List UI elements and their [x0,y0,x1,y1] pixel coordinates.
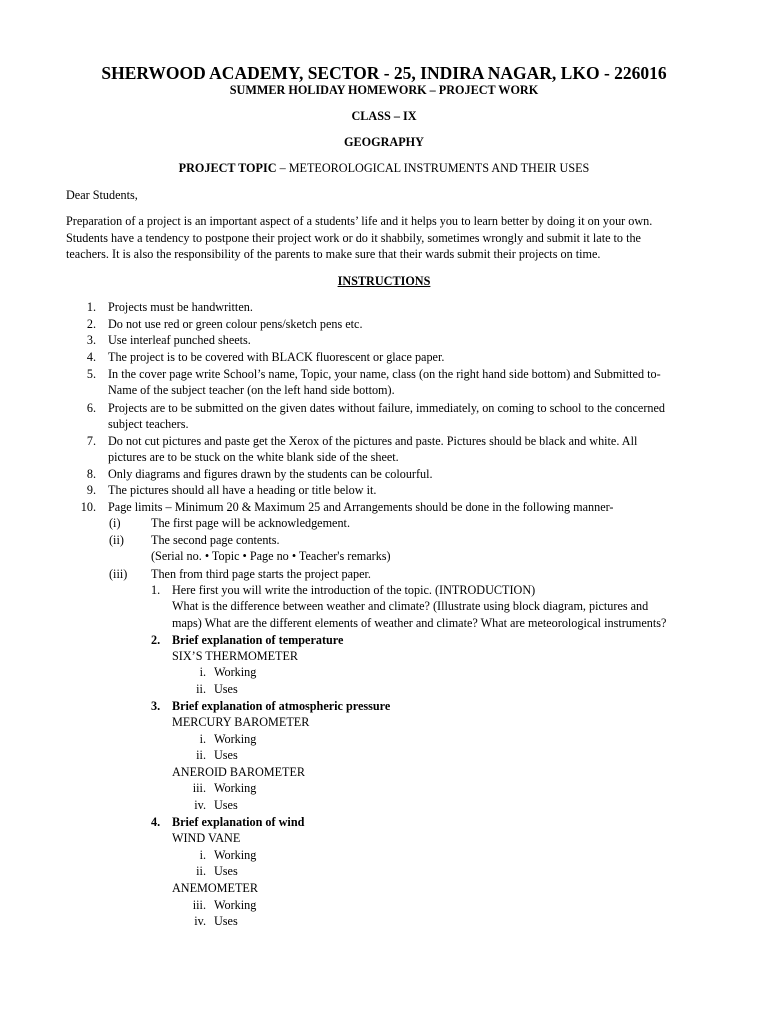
homework-subtitle: SUMMER HOLIDAY HOMEWORK – PROJECT WORK [229,83,539,97]
list-item-cont: Name of the subject teacher (on the left hand side bottom). [108,383,395,397]
instrument-name: WIND VANE [172,831,241,845]
sub-number: iv. [194,798,206,812]
school-title: SHERWOOD ACADEMY, SECTOR - 25, INDIRA NAGAR, LKO - 226016 [101,63,667,83]
sub-item: Working [214,665,257,679]
sub-number: i. [199,848,206,862]
list-item: Do not cut pictures and paste get the Xerox of the pictures and paste. Pictures should be black and white. All [108,434,638,448]
sub-item: Working [214,898,257,912]
project-topic [0,160,768,176]
list-item: Use interleaf punched sheets. [108,333,251,347]
sub-number: i. [199,665,206,679]
instrument-name: ANEROID BAROMETER [172,765,306,779]
sub-item: Uses [214,864,238,878]
sub-number: iii. [192,781,206,795]
list-item: Page limits – Minimum 20 & Maximum 25 and Arrangements should be done in the following manner- [108,500,614,514]
roman-item: The second page contents. [151,533,280,547]
roman-item: The first page will be acknowledgement. [151,516,350,530]
sub-number: iii. [192,898,206,912]
list-item: Projects must be handwritten. [108,300,253,314]
section-number: 4. [151,815,161,829]
intro-line: Students have a tendency to postpone their project work or do it shabbily, sometimes wrongly and submit it late to the [66,231,641,245]
instrument-name: ANEMOMETER [172,881,258,895]
section-heading: Brief explanation of temperature [172,633,344,647]
list-number: 10. [80,500,96,514]
list-item: Projects are to be submitted on the given dates without failure, immediately, on coming to school to the concerned [108,401,665,415]
sub-number: ii. [196,748,206,762]
sub-number: i. [199,732,206,746]
roman-number: (i) [109,516,121,530]
list-number: 3. [86,333,96,347]
sub-item: Uses [214,798,238,812]
contents-columns: (Serial no. • Topic • Page no • Teacher's remarks) [151,549,391,563]
list-number: 4. [86,350,96,364]
list-item: The project is to be covered with BLACK fluorescent or glace paper. [108,350,445,364]
sub-item: Working [214,732,257,746]
roman-item: Then from third page starts the project paper. [151,567,371,581]
sub-number: ii. [196,682,206,696]
list-item: Do not use red or green colour pens/sketch pens etc. [108,317,363,331]
sub-number: iv. [194,914,206,928]
sub-number: ii. [196,864,206,878]
sub-item: Uses [214,748,238,762]
section-intro-cont: What is the difference between weather and climate? (Illustrate using block diagram, pictures and [172,599,649,613]
list-number: 7. [86,434,96,448]
instructions-heading: INSTRUCTIONS [337,274,431,288]
roman-number: (ii) [109,533,124,547]
section-number: 1. [151,583,161,597]
subject-label: GEOGRAPHY [344,135,424,149]
list-item: Only diagrams and figures drawn by the students can be colourful. [108,467,433,481]
list-number: 1. [86,300,96,314]
section-heading: Brief explanation of wind [172,815,305,829]
topic-text: – METEOROLOGICAL INSTRUMENTS AND THEIR USES [276,161,590,175]
list-item-cont: pictures are to be stuck on the white blank side of the sheet. [108,450,399,464]
instrument-name: SIX’S THERMOMETER [172,649,299,663]
section-intro: Here first you will write the introduction of the topic. (INTRODUCTION) [172,583,536,597]
list-number: 6. [86,401,96,415]
sub-item: Uses [214,682,238,696]
list-number: 8. [86,467,96,481]
list-number: 5. [86,367,96,381]
instrument-name: MERCURY BAROMETER [172,715,310,729]
section-number: 2. [151,633,161,647]
sub-item: Uses [214,914,238,928]
sub-item: Working [214,781,257,795]
list-item: The pictures should all have a heading or title below it. [108,483,377,497]
intro-line: Preparation of a project is an important aspect of a students’ life and it helps you to learn better by doing it on your own. [66,214,653,228]
class-label: CLASS – IX [351,109,417,123]
list-number: 9. [86,483,96,497]
list-number: 2. [86,317,96,331]
roman-number: (iii) [109,567,128,581]
intro-line: teachers. It is also the responsibility of the parents to make sure that their wards submit their projects on time. [66,247,601,261]
topic-label: PROJECT TOPIC [178,161,277,175]
section-heading: Brief explanation of atmospheric pressure [172,699,391,713]
section-intro-cont: maps) What are the different elements of weather and climate? What are meteorological instruments? [172,616,667,630]
list-item: In the cover page write School’s name, Topic, your name, class (on the right hand side bottom) and Submitted to- [108,367,661,381]
section-number: 3. [151,699,161,713]
sub-item: Working [214,848,257,862]
list-item-cont: subject teachers. [108,417,189,431]
salutation: Dear Students, [66,188,138,202]
